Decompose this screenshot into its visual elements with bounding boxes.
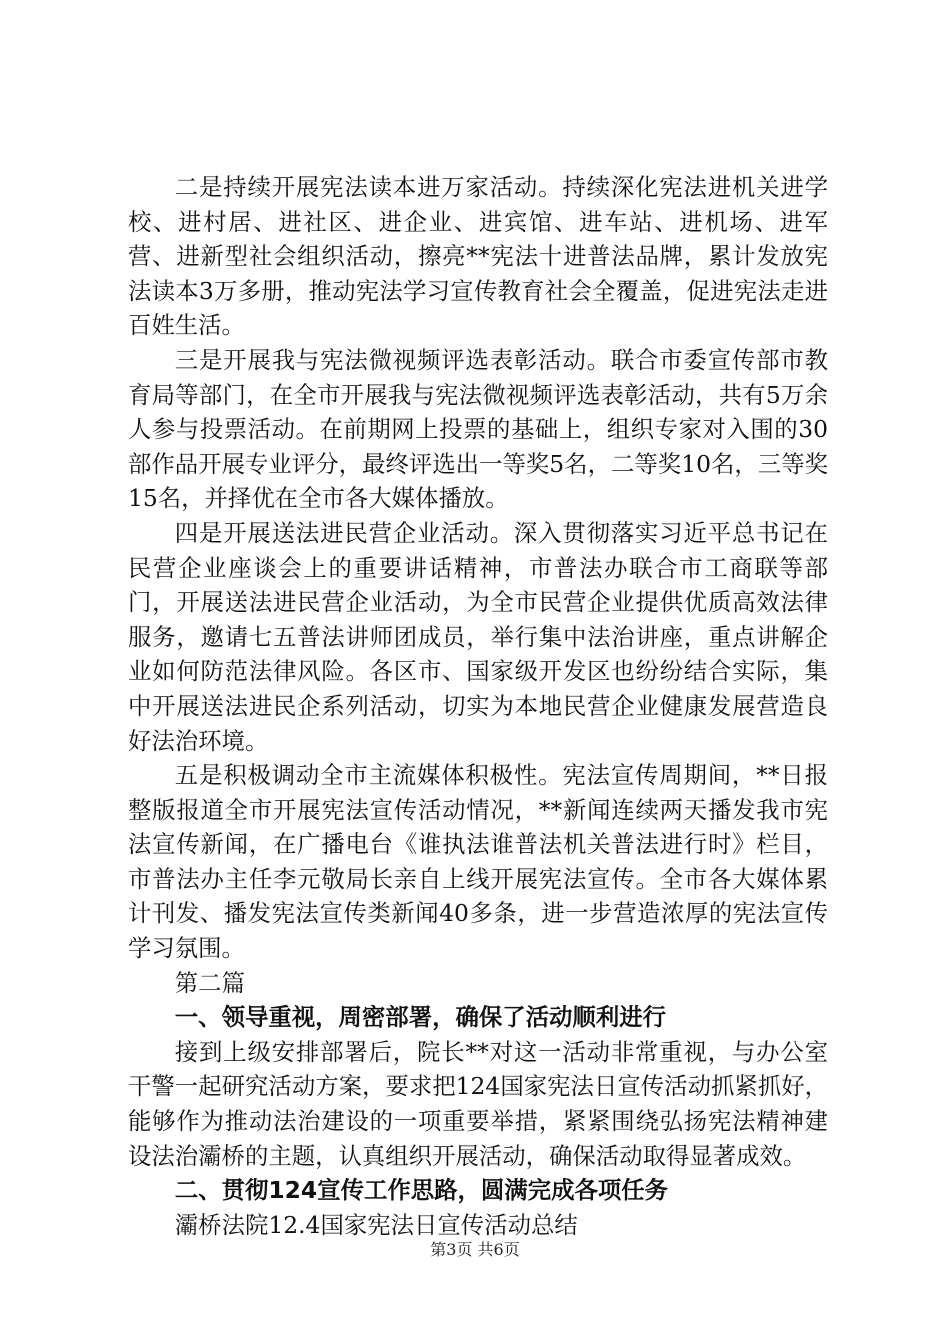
paragraph-3-micro-video: 三是开展我与宪法微视频评选表彰活动。联合市委宣传部市教育局等部门，在全市开展我与宪法微视频评选表彰活动，共有5万余人参与投票活动。在前期网上投票的基础上，组织专家对入围的30部作品开展专业评分，最终评选出一等奖5名，二等奖10名，三等奖15名，并择优在全市各大媒体播放。 [128,345,828,513]
paragraph-2-constitution-reader: 二是持续开展宪法读本进万家活动。持续深化宪法进机关进学校、进村居、进社区、进企业、进宾馆、进车站、进机场、进军营、进新型社会组织活动，擦亮**宪法十进普法品牌，累计发放宪法读本3万多册，推动宪法学习宣传教育社会全覆盖，促进宪法走进百姓生活。 [128,173,828,340]
heading-implementation: 二、贯彻124宣传工作思路，圆满完成各项任务 [174,1176,669,1205]
paragraph-summary-title: 灞桥法院12.4国家宪法日宣传活动总结 [174,1210,578,1239]
paragraph-4-private-enterprise: 四是开展送法进民营企业活动。深入贯彻落实习近平总书记在民营企业座谈会上的重要讲话精神，市普法办联合市工商联等部门，开展送法进民营企业活动，为全市民营企业提供优质高效法律服务，邀请七五普法讲师团成员，举行集中法治讲座，重点讲解企业如何防范法律风险。各区市、国家级开发区也纷纷结合实际，集中开展送法进民企系列活动，切实为本地民营企业健康发展营造良好法治环境。 [128,518,828,755]
paragraph-leadership-body: 接到上级安排部署后，院长**对这一活动非常重视，与办公室干警一起研究活动方案，要求把124国家宪法日宣传活动抓紧抓好，能够作为推动法治建设的一项重要举措，紧紧围绕弘扬宪法精神建设法治灞桥的主题，认真组织开展活动，确保活动取得显著成效。 [128,1037,828,1170]
heading-leadership: 一、领导重视，周密部署，确保了活动顺利进行 [174,1003,666,1032]
page-number-footer: 第3页 共6页 [430,1240,520,1259]
document-body [128,170,828,1242]
section-label-part-two: 第二篇 [174,968,245,997]
paragraph-5-media: 五是积极调动全市主流媒体积极性。宪法宣传周期间，**日报整版报道全市开展宪法宣传活动情况，**新闻连续两天播发我市宪法宣传新闻，在广播电台《谁执法谁普法机关普法进行时》栏目，市普法办主任李元敬局长亲自上线开展宪法宣传。全市各大媒体累计刊发、播发宪法宣传类新闻40多条，进一步营造浓厚的宪法宣传学习氛围。 [128,761,828,963]
